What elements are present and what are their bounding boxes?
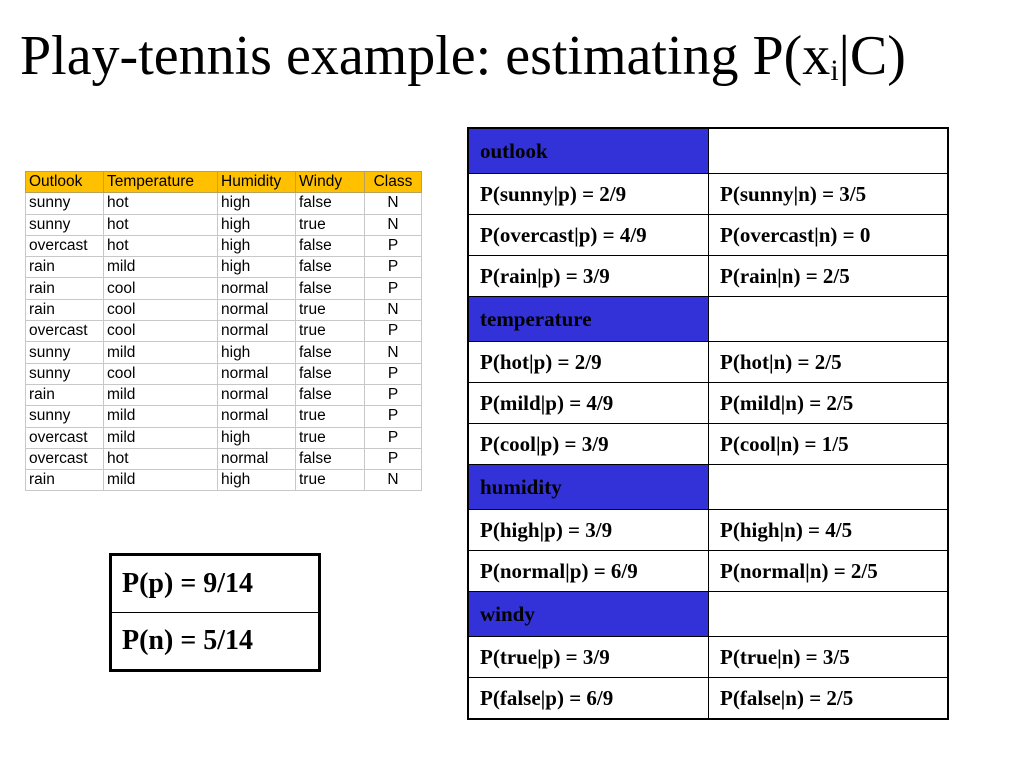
training-data-body <box>26 193 422 491</box>
cell-windy: false <box>296 448 365 469</box>
section-blank-cell <box>709 465 949 510</box>
cell-outlook: sunny <box>26 214 104 235</box>
section-title: windy <box>468 592 709 637</box>
header-temperature: Temperature <box>104 172 218 193</box>
cell-windy: true <box>296 299 365 320</box>
cell-outlook: sunny <box>26 193 104 214</box>
cell-outlook: rain <box>26 299 104 320</box>
title-subscript: i <box>830 54 839 87</box>
cell-class: P <box>365 384 422 405</box>
prior-probabilities-table <box>109 553 321 672</box>
prob-given-n: P(mild|n) = 2/5 <box>709 383 949 424</box>
section-blank-cell <box>709 297 949 342</box>
cell-temperature: hot <box>104 193 218 214</box>
prob-given-p: P(true|p) = 3/9 <box>468 637 709 678</box>
prob-given-p: P(normal|p) = 6/9 <box>468 551 709 592</box>
header-outlook: Outlook <box>26 172 104 193</box>
table-row <box>26 448 422 469</box>
cell-windy: false <box>296 235 365 256</box>
training-data-table <box>25 171 422 491</box>
prob-given-p: P(sunny|p) = 2/9 <box>468 174 709 215</box>
cell-windy: false <box>296 342 365 363</box>
prob-given-n: P(normal|n) = 2/5 <box>709 551 949 592</box>
probability-row <box>468 678 948 720</box>
prob-given-p: P(cool|p) = 3/9 <box>468 424 709 465</box>
prob-given-n: P(rain|n) = 2/5 <box>709 256 949 297</box>
cell-temperature: cool <box>104 321 218 342</box>
cell-class: P <box>365 448 422 469</box>
header-class: Class <box>365 172 422 193</box>
section-title: humidity <box>468 465 709 510</box>
prior-p: P(p) = 9/14 <box>111 555 320 613</box>
cell-class: P <box>365 427 422 448</box>
table-row <box>26 427 422 448</box>
cell-humidity: high <box>218 257 296 278</box>
cell-humidity: normal <box>218 321 296 342</box>
table-row <box>26 406 422 427</box>
cell-temperature: mild <box>104 257 218 278</box>
cell-temperature: mild <box>104 384 218 405</box>
table-row <box>26 470 422 491</box>
cell-windy: false <box>296 384 365 405</box>
cell-outlook: overcast <box>26 235 104 256</box>
cell-outlook: rain <box>26 384 104 405</box>
title-suffix: |C) <box>838 25 906 87</box>
cell-humidity: high <box>218 470 296 491</box>
cell-temperature: mild <box>104 342 218 363</box>
cell-windy: true <box>296 470 365 491</box>
cell-outlook: rain <box>26 278 104 299</box>
cell-humidity: normal <box>218 363 296 384</box>
cell-outlook: rain <box>26 470 104 491</box>
table-row <box>26 342 422 363</box>
probability-row <box>468 551 948 592</box>
table-row <box>26 193 422 214</box>
cell-outlook: overcast <box>26 448 104 469</box>
probability-row <box>468 510 948 551</box>
conditional-probabilities-table <box>467 127 949 720</box>
cell-humidity: high <box>218 427 296 448</box>
prob-given-p: P(false|p) = 6/9 <box>468 678 709 720</box>
cell-windy: false <box>296 363 365 384</box>
header-windy: Windy <box>296 172 365 193</box>
prob-given-p: P(high|p) = 3/9 <box>468 510 709 551</box>
cell-windy: true <box>296 321 365 342</box>
header-humidity: Humidity <box>218 172 296 193</box>
cell-humidity: high <box>218 342 296 363</box>
cell-class: N <box>365 193 422 214</box>
prob-given-p: P(rain|p) = 3/9 <box>468 256 709 297</box>
cell-humidity: high <box>218 193 296 214</box>
cell-class: P <box>365 278 422 299</box>
section-header-row <box>468 128 948 174</box>
table-row <box>26 321 422 342</box>
cell-class: N <box>365 214 422 235</box>
cell-windy: false <box>296 257 365 278</box>
title-prefix: Play-tennis example: estimating P(x <box>20 25 831 87</box>
prob-given-n: P(false|n) = 2/5 <box>709 678 949 720</box>
cell-humidity: normal <box>218 406 296 427</box>
section-title: outlook <box>468 128 709 174</box>
table-row <box>26 257 422 278</box>
probability-row <box>468 383 948 424</box>
cell-humidity: normal <box>218 384 296 405</box>
cell-outlook: overcast <box>26 427 104 448</box>
prob-given-p: P(overcast|p) = 4/9 <box>468 215 709 256</box>
section-blank-cell <box>709 128 949 174</box>
table-row <box>26 363 422 384</box>
cell-windy: true <box>296 214 365 235</box>
probability-row <box>468 256 948 297</box>
probability-row <box>468 215 948 256</box>
slide-title <box>20 25 906 87</box>
cell-temperature: cool <box>104 299 218 320</box>
cell-class: P <box>365 406 422 427</box>
cell-temperature: hot <box>104 235 218 256</box>
cell-windy: true <box>296 406 365 427</box>
prob-given-n: P(true|n) = 3/5 <box>709 637 949 678</box>
cell-temperature: mild <box>104 470 218 491</box>
cell-temperature: hot <box>104 448 218 469</box>
cell-class: P <box>365 321 422 342</box>
conditional-probabilities-body <box>468 128 948 719</box>
table-row <box>26 214 422 235</box>
section-blank-cell <box>709 592 949 637</box>
table-row <box>26 235 422 256</box>
table-row <box>26 299 422 320</box>
table-row <box>26 384 422 405</box>
prob-given-n: P(sunny|n) = 3/5 <box>709 174 949 215</box>
cell-temperature: mild <box>104 427 218 448</box>
table-row <box>26 278 422 299</box>
cell-humidity: normal <box>218 278 296 299</box>
cell-temperature: cool <box>104 363 218 384</box>
cell-class: P <box>365 257 422 278</box>
cell-humidity: normal <box>218 448 296 469</box>
cell-class: N <box>365 299 422 320</box>
cell-outlook: sunny <box>26 406 104 427</box>
cell-humidity: high <box>218 214 296 235</box>
probability-row <box>468 174 948 215</box>
prob-given-n: P(cool|n) = 1/5 <box>709 424 949 465</box>
prob-given-p: P(mild|p) = 4/9 <box>468 383 709 424</box>
cell-class: N <box>365 342 422 363</box>
section-title: temperature <box>468 297 709 342</box>
probability-row <box>468 637 948 678</box>
probability-row <box>468 424 948 465</box>
cell-windy: true <box>296 427 365 448</box>
prob-given-p: P(hot|p) = 2/9 <box>468 342 709 383</box>
cell-outlook: rain <box>26 257 104 278</box>
training-data-header-row <box>26 172 422 193</box>
section-header-row <box>468 592 948 637</box>
section-header-row <box>468 297 948 342</box>
prob-given-n: P(high|n) = 4/5 <box>709 510 949 551</box>
cell-temperature: hot <box>104 214 218 235</box>
cell-outlook: overcast <box>26 321 104 342</box>
prior-n: P(n) = 5/14 <box>111 613 320 671</box>
prior-row <box>111 555 320 613</box>
prob-given-n: P(hot|n) = 2/5 <box>709 342 949 383</box>
cell-outlook: sunny <box>26 363 104 384</box>
cell-humidity: normal <box>218 299 296 320</box>
cell-windy: false <box>296 193 365 214</box>
cell-class: N <box>365 470 422 491</box>
prob-given-n: P(overcast|n) = 0 <box>709 215 949 256</box>
cell-class: P <box>365 363 422 384</box>
section-header-row <box>468 465 948 510</box>
cell-temperature: mild <box>104 406 218 427</box>
cell-windy: false <box>296 278 365 299</box>
cell-temperature: cool <box>104 278 218 299</box>
prior-row <box>111 613 320 671</box>
cell-humidity: high <box>218 235 296 256</box>
probability-row <box>468 342 948 383</box>
cell-class: P <box>365 235 422 256</box>
cell-outlook: sunny <box>26 342 104 363</box>
